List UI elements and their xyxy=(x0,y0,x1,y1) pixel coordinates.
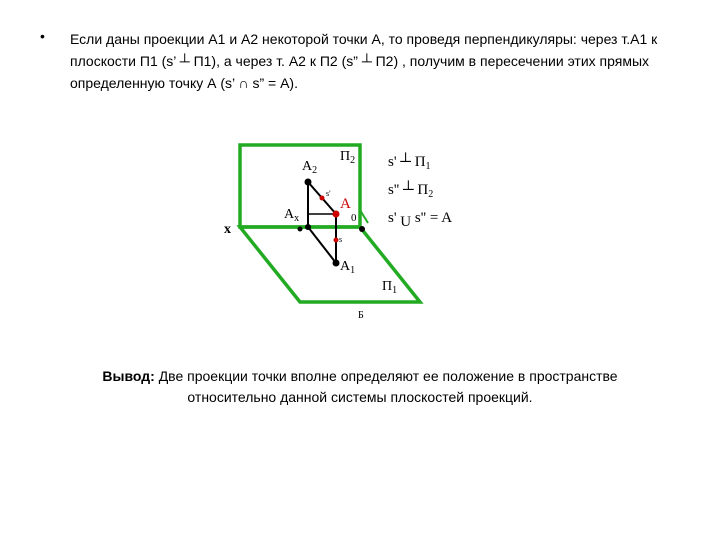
legend-line-3: s' U s'' = A xyxy=(388,210,453,230)
projection-diagram xyxy=(210,130,510,320)
point-zero xyxy=(359,226,365,232)
bullet-marker: • xyxy=(40,28,45,44)
label-a: A xyxy=(340,196,351,212)
point-s-prime xyxy=(320,196,325,201)
conclusion-line-1 xyxy=(40,366,680,387)
label-zero: 0 xyxy=(351,212,357,224)
diagram-svg xyxy=(210,130,510,320)
label-pi2: $П_2$ xyxy=(340,149,356,166)
legend-line-2: s'' ┴ $П_2$ xyxy=(388,182,434,200)
conclusion-label: Вывод: xyxy=(102,368,155,384)
label-pi1: $П_1$ xyxy=(382,279,398,296)
label-ax: $A_x$ xyxy=(284,207,300,224)
label-a1: $A_1$ xyxy=(340,259,356,276)
conclusion-text-2: относительно данной системы плоскостей проекций. xyxy=(187,389,533,405)
label-x-axis: x xyxy=(224,222,231,237)
line-ax-a1 xyxy=(308,227,336,263)
conclusion-block xyxy=(40,366,680,408)
point-a xyxy=(333,211,340,218)
label-bottom-mark: Б xyxy=(358,310,364,320)
point-s-double xyxy=(334,238,339,243)
label-s-double: s xyxy=(339,235,343,244)
conclusion-text-1: Две проекции точки вполне определяют ее положение в пространстве xyxy=(158,368,618,384)
legend-line-1: s' ┴ $П_1$ xyxy=(388,154,431,172)
point-a2 xyxy=(305,179,312,186)
point-ax-left xyxy=(298,227,303,232)
bullet-text: Если даны проекции А1 и А2 некоторой точки А, то проведя перпендикуляры: через т.А1 к плоскости П1 (s’ ┴ П1), а через т. А2 к П2 (s” ┴ П2) , получим в пересечении этих прямых определенную точку А (s’ ∩ s” = А). xyxy=(70,31,658,91)
label-s-prime: s' xyxy=(326,189,331,198)
label-a2: $A_2$ xyxy=(302,159,318,176)
point-ax xyxy=(305,224,311,230)
point-a1 xyxy=(333,260,340,267)
